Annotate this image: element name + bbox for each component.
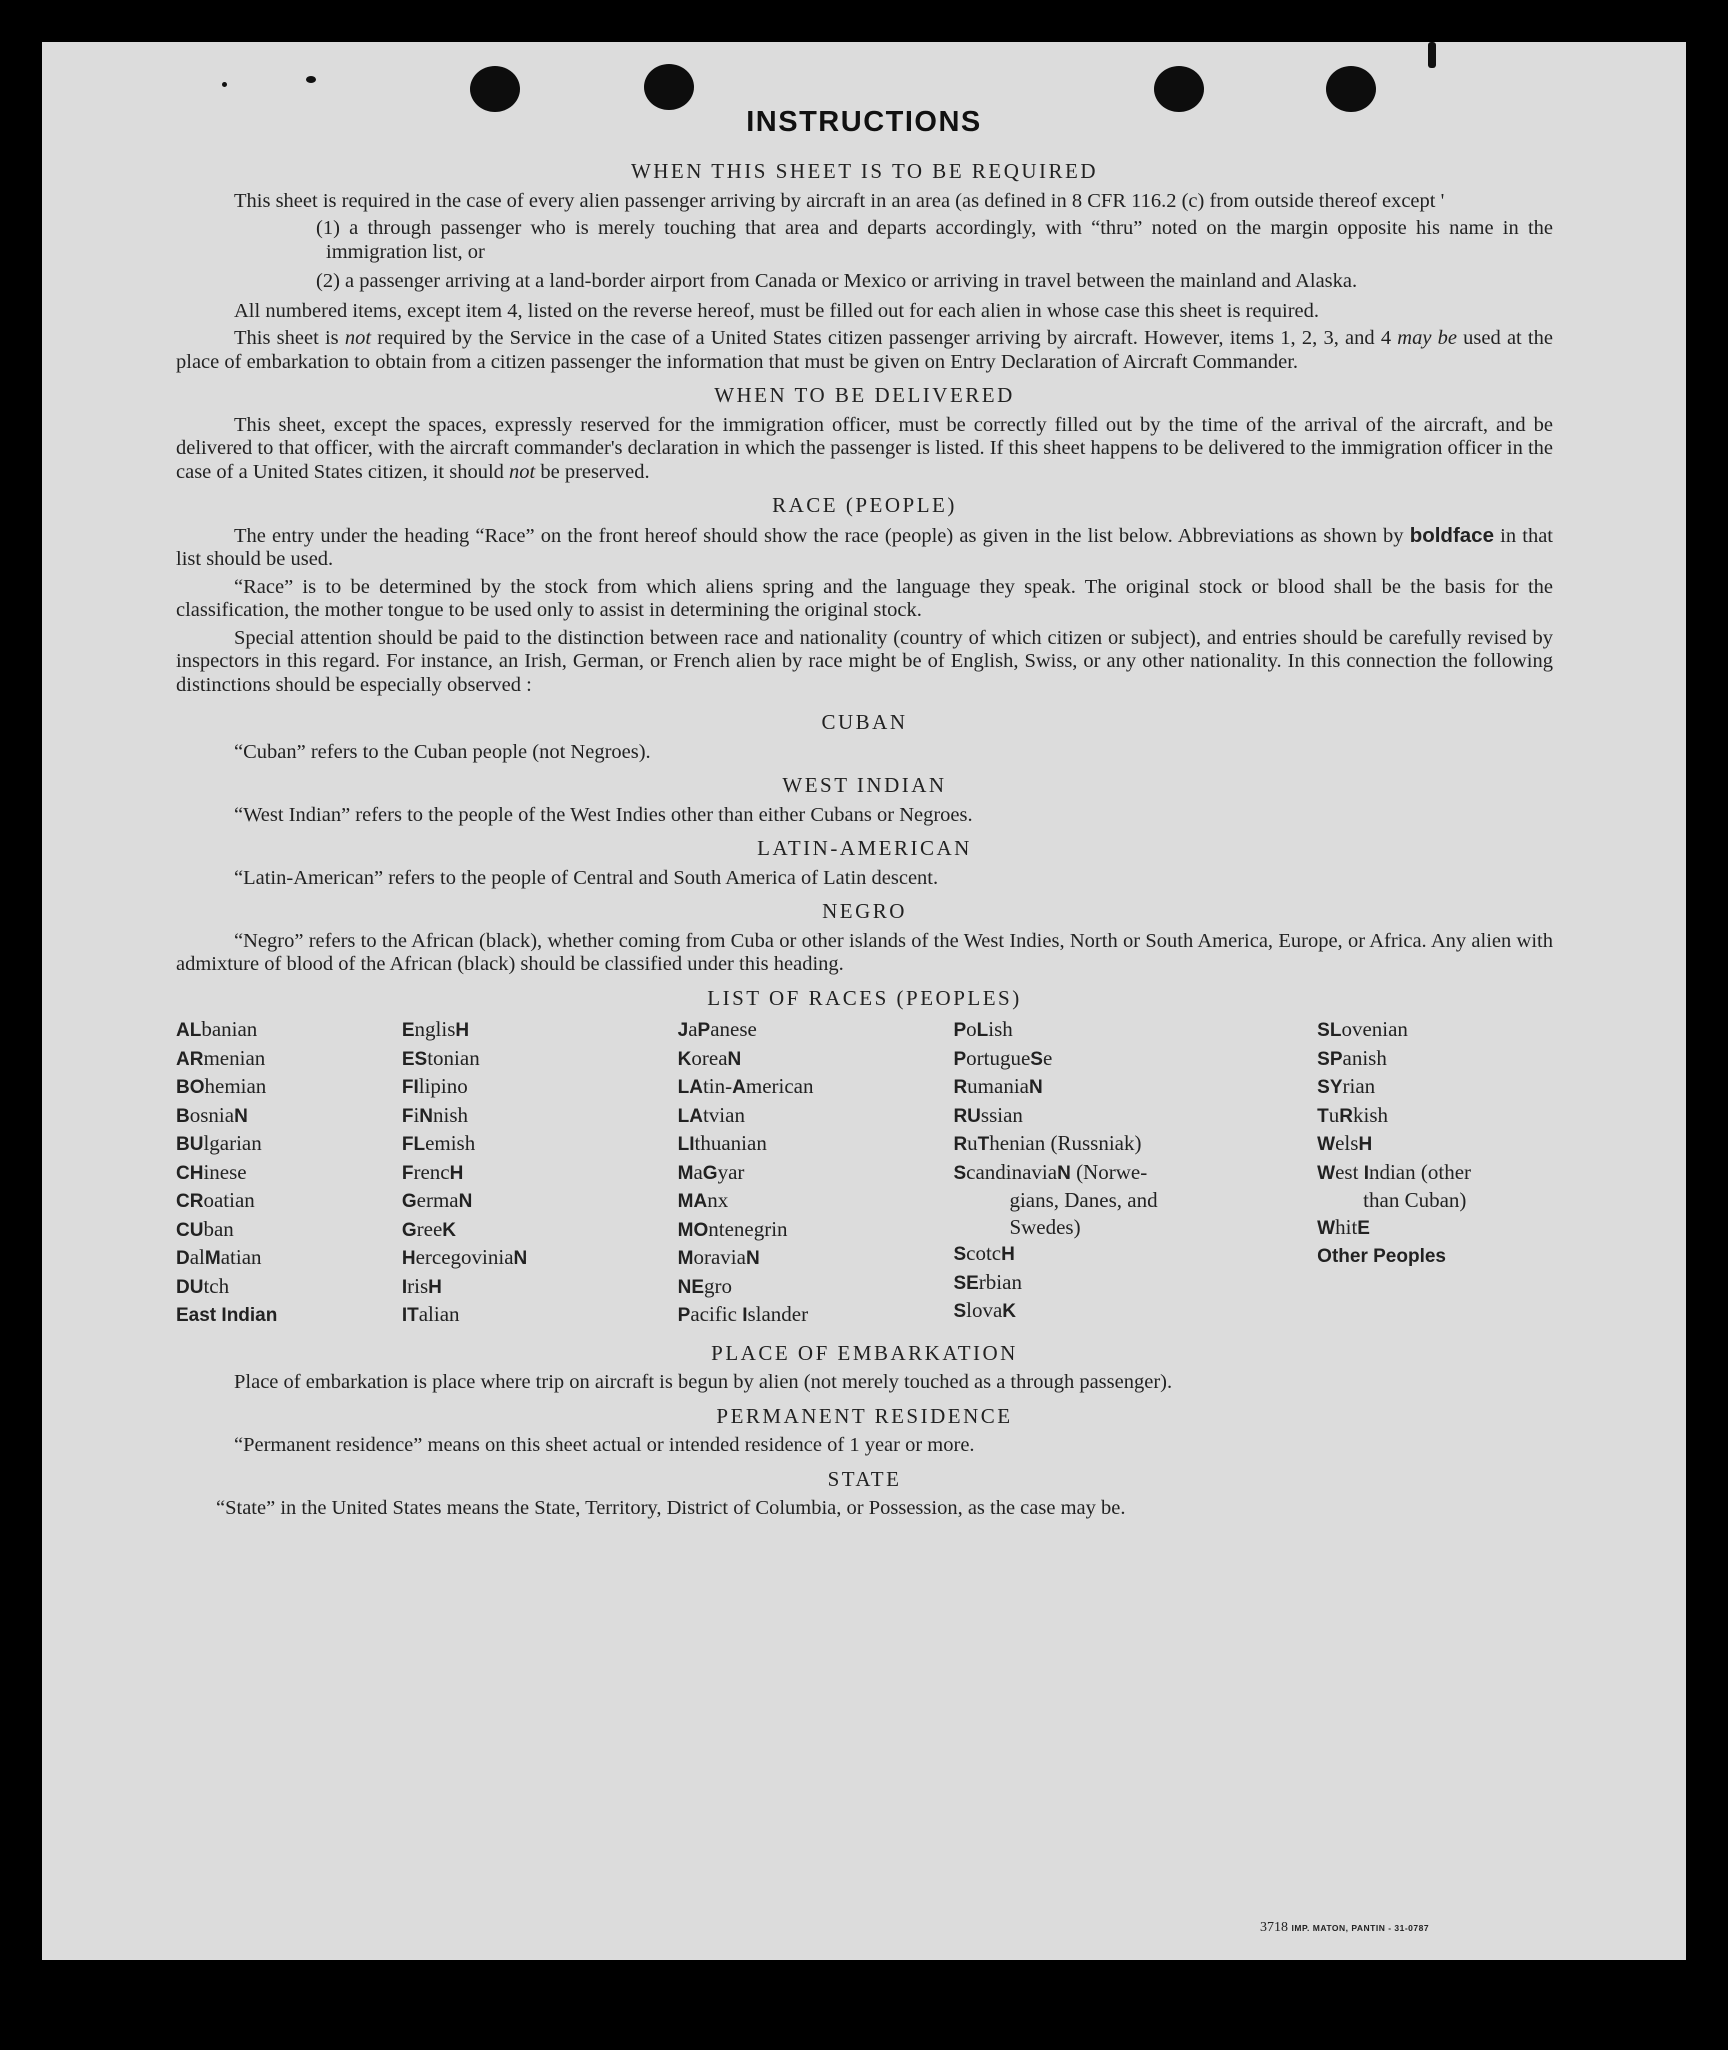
race-abbreviation: K: [1002, 1301, 1017, 1322]
race-text: tonian: [427, 1045, 480, 1070]
section-heading: NEGRO: [822, 899, 907, 923]
race-abbreviation: East Indian: [176, 1305, 278, 1326]
race-abbreviation: Other Peoples: [1317, 1246, 1446, 1267]
race-column: [402, 1016, 678, 1330]
race-text: orea: [691, 1045, 728, 1070]
printer-imprint: IMP. MATON, PANTIN - 31-0787: [1291, 1923, 1430, 1933]
race-abbreviation: I: [401, 1276, 408, 1298]
race-entry: [953, 1187, 1317, 1214]
race-text: erma: [416, 1188, 459, 1212]
race-abbreviation: SE: [953, 1272, 979, 1294]
italic-text: may be: [1397, 327, 1457, 349]
race-abbreviation: LI: [677, 1134, 695, 1155]
race-abbreviation: R: [953, 1077, 968, 1098]
race-text: tch: [203, 1273, 230, 1298]
race-abbreviation: LA: [677, 1105, 703, 1127]
race-abbreviation: H: [428, 1276, 442, 1298]
race-text: lova: [966, 1298, 1003, 1322]
race-text: i: [413, 1102, 420, 1127]
race-entry: [176, 1159, 402, 1188]
race-abbreviation: IT: [401, 1305, 419, 1326]
race-abbreviation: BO: [176, 1077, 205, 1098]
race-text: umania: [967, 1074, 1029, 1098]
paragraph: “Race” is to be determined by the stock from which aliens spring and the language they speak. The original stock or blood shall be the basis for the classification, the mother tongue to be used only to assist in determining the original stock.: [176, 575, 1553, 621]
race-text: ree: [416, 1216, 443, 1241]
race-text: ovenian: [1341, 1017, 1408, 1041]
race-entry: [1317, 1045, 1553, 1074]
race-entry: [953, 1214, 1317, 1241]
race-abbreviation: G: [401, 1219, 417, 1241]
race-abbreviation: N: [745, 1248, 760, 1269]
race-text: nglis: [414, 1017, 456, 1041]
section-heading: PLACE OF EMBARKATION: [711, 1340, 1018, 1365]
race-abbreviation: B: [176, 1105, 190, 1127]
race-abbreviation: N: [1057, 1162, 1071, 1184]
race-abbreviation: FL: [401, 1134, 426, 1155]
race-abbreviation: A: [732, 1077, 746, 1098]
race-abbreviation: W: [1317, 1134, 1336, 1155]
race-text: u: [1328, 1102, 1340, 1127]
race-entry: [678, 1016, 954, 1045]
race-abbreviation: MO: [677, 1219, 709, 1241]
race-text: (Norwe-: [1070, 1159, 1148, 1184]
race-entry: [402, 1244, 678, 1273]
race-abbreviation: H: [455, 1020, 470, 1041]
race-text: banian: [201, 1017, 258, 1041]
race-column: [953, 1016, 1317, 1330]
race-text: lipino: [418, 1074, 468, 1098]
race-abbreviation: G: [401, 1191, 417, 1212]
race-abbreviation: K: [442, 1219, 456, 1241]
race-entry: [1317, 1016, 1553, 1045]
race-entry: [402, 1102, 678, 1131]
race-entry: [678, 1045, 954, 1074]
race-entry: [176, 1130, 402, 1159]
race-entry: [678, 1102, 954, 1131]
race-text: Swedes): [1009, 1214, 1081, 1239]
race-entry: [402, 1301, 678, 1330]
race-text: emish: [425, 1131, 476, 1155]
race-list: [176, 1016, 1553, 1330]
punch-hole: [644, 64, 694, 110]
race-text: nx: [707, 1188, 729, 1212]
race-abbreviation: S: [1030, 1048, 1043, 1070]
definition-text: “Latin-American” refers to the people of Central and South America of Latin descent.: [234, 866, 939, 889]
race-entry: [176, 1016, 402, 1045]
race-abbreviation: AR: [176, 1048, 204, 1070]
race-text: inese: [203, 1159, 247, 1184]
race-text: merican: [745, 1074, 814, 1098]
text-run: The entry under the heading “Race” on the front hereof should show the race (people) as given in the list below. Abbreviations as shown by: [234, 524, 1410, 547]
race-text: candinavia: [966, 1159, 1058, 1184]
race-abbreviation: H: [449, 1162, 464, 1184]
race-entry: [402, 1045, 678, 1074]
race-entry: [1317, 1102, 1553, 1131]
page-title: INSTRUCTIONS: [746, 106, 982, 138]
italic-text: not: [509, 460, 536, 483]
text-run: in that list should be used.: [176, 524, 1553, 570]
race-abbreviation: N: [419, 1105, 434, 1127]
race-text: oravia: [693, 1245, 746, 1269]
race-abbreviation: DU: [176, 1276, 204, 1298]
paragraph: Place of embarkation is place where trip on aircraft is begun by alien (not merely touched as a through passenger).: [234, 1371, 1173, 1393]
definition-text: “West Indian” refers to the people of the West Indies other than either Cubans or Negroes.: [234, 803, 973, 826]
race-entry: [1317, 1242, 1553, 1271]
race-abbreviation: ES: [401, 1048, 428, 1070]
race-text: anese: [710, 1017, 757, 1041]
race-text: e: [1042, 1045, 1053, 1070]
race-entry: [176, 1073, 402, 1102]
definition-text: “State” in the United States means the State, Territory, District of Columbia, or Possession, as the case may be.: [216, 1497, 1126, 1519]
section-heading: RACE (PEOPLE): [772, 493, 957, 517]
text-run: be preserved.: [535, 460, 650, 483]
section-heading: WEST INDIAN: [782, 773, 947, 797]
italic-text: not: [344, 327, 372, 349]
section-heading: CUBAN: [821, 710, 908, 734]
text-run: This sheet, except the spaces, expressly reserved for the immigration officer, must be correctly filled out by the time of the arrival of the aircraft, and be delivered to that officer, with the aircraft commander's declaration in which the passenger is listed. If this sheet happens to be delivered to the immigration officer in the case of a United States citizen, it should: [176, 413, 1553, 483]
race-abbreviation: I: [1363, 1162, 1369, 1184]
race-text: est: [1335, 1159, 1364, 1184]
race-text: than Cuban): [1363, 1188, 1467, 1212]
race-text: hit: [1335, 1214, 1358, 1239]
list-item: (1) a through passenger who is merely touching that area and departs accordingly, with “thru” noted on the margin opposite his name in the immigration list, or: [316, 217, 1553, 263]
race-abbreviation: D: [176, 1248, 190, 1269]
section-heading: STATE: [827, 1466, 902, 1491]
race-entry: [953, 1102, 1317, 1131]
race-entry: [953, 1045, 1317, 1074]
race-text: rian: [1342, 1074, 1376, 1098]
section-heading: WHEN THIS SHEET IS TO BE REQUIRED: [630, 159, 1099, 183]
race-text: acific: [690, 1302, 743, 1326]
race-text: kish: [1353, 1102, 1389, 1127]
race-text: ortugue: [966, 1045, 1031, 1070]
race-entry: [1317, 1130, 1553, 1159]
race-text: hemian: [204, 1074, 267, 1098]
race-abbreviation: W: [1317, 1217, 1336, 1239]
race-entry: [402, 1216, 678, 1245]
race-entry: [953, 1297, 1317, 1326]
paragraph: “Negro” refers to the African (black), whether coming from Cuba or other islands of the West Indies, North or South America, Europe, or Africa. Any alien with admixture of blood of the African (black) should be classified under this heading.: [176, 929, 1553, 975]
race-abbreviation: SP: [1317, 1048, 1343, 1070]
race-abbreviation: CU: [176, 1219, 204, 1241]
text-run: required by the Service in the case of a United States citizen passenger arriving by aircraft. However, items 1, 2, 3, and 4: [371, 327, 1398, 349]
document-sheet: [42, 42, 1686, 1960]
print-code: [1260, 1920, 1429, 1936]
race-text: ssian: [980, 1102, 1023, 1127]
race-abbreviation: P: [677, 1305, 691, 1326]
race-abbreviation: N: [727, 1048, 742, 1070]
form-number: 3718: [1260, 1920, 1288, 1935]
race-abbreviation: M: [204, 1248, 221, 1269]
race-abbreviation: BU: [176, 1134, 204, 1155]
race-entry: [953, 1073, 1317, 1102]
race-text: al: [189, 1245, 205, 1269]
race-text: rbian: [978, 1269, 1022, 1294]
race-abbreviation: T: [1317, 1105, 1329, 1127]
race-abbreviation: LA: [677, 1077, 703, 1098]
race-text: osnia: [189, 1102, 235, 1127]
race-text: ntenegrin: [708, 1216, 788, 1241]
race-text: anish: [1342, 1045, 1387, 1070]
race-abbreviation: T: [977, 1134, 990, 1155]
race-entry: [678, 1159, 954, 1188]
race-entry: [176, 1045, 402, 1074]
race-abbreviation: G: [702, 1162, 718, 1184]
race-abbreviation: AL: [176, 1020, 202, 1041]
paragraph: [176, 414, 1553, 485]
paragraph: This sheet is required in the case of every alien passenger arriving by aircraft in an area (as defined in 8 CFR 116.2 (c) from outside thereof except ': [234, 189, 1445, 212]
race-text: ban: [203, 1216, 234, 1241]
race-entry: [953, 1130, 1317, 1159]
race-text: lgarian: [203, 1131, 262, 1155]
ink-speck: [306, 76, 316, 83]
race-entry: [1317, 1159, 1553, 1188]
text-run: This sheet is: [234, 327, 345, 349]
race-text: a: [693, 1159, 703, 1184]
race-entry: [402, 1273, 678, 1302]
race-text: nish: [433, 1102, 469, 1127]
race-entry: [402, 1159, 678, 1188]
race-text: o: [966, 1017, 977, 1041]
race-text: thuanian: [694, 1131, 767, 1155]
race-text: renc: [413, 1159, 450, 1184]
race-text: ercegovinia: [415, 1245, 514, 1269]
list-item: (2) a passenger arriving at a land-border airport from Canada or Mexico or arriving in travel between the mainland and Alaska.: [316, 270, 1358, 292]
race-abbreviation: L: [976, 1020, 989, 1041]
race-abbreviation: FI: [401, 1077, 419, 1098]
text-run: used at the place of embarkation to obtain from a citizen passenger the information that must be given on Entry Declaration of Aircraft Commander.: [176, 327, 1553, 373]
race-entry: [402, 1130, 678, 1159]
section-heading: WHEN TO BE DELIVERED: [714, 383, 1015, 407]
race-text: cotc: [966, 1241, 1002, 1265]
race-abbreviation: MA: [677, 1191, 708, 1212]
race-abbreviation: N: [458, 1191, 473, 1212]
section-heading: PERMANENT RESIDENCE: [716, 1403, 1013, 1428]
race-abbreviation: S: [953, 1162, 967, 1184]
race-entry: [678, 1073, 954, 1102]
race-entry: [678, 1244, 954, 1273]
race-entry: [176, 1244, 402, 1273]
section-heading: LATIN-AMERICAN: [757, 836, 972, 860]
race-abbreviation: SL: [1317, 1020, 1342, 1041]
race-abbreviation: S: [953, 1301, 967, 1322]
race-entry: [953, 1016, 1317, 1045]
race-abbreviation: F: [401, 1105, 414, 1127]
race-text: u: [967, 1131, 978, 1155]
race-abbreviation: W: [1317, 1162, 1336, 1184]
race-column: [1317, 1016, 1553, 1330]
race-entry: [176, 1102, 402, 1131]
race-abbreviation: RU: [953, 1105, 981, 1127]
paragraph: [176, 524, 1553, 572]
ink-speck: [1428, 42, 1436, 68]
race-text: menian: [203, 1045, 266, 1070]
race-abbreviation: N: [513, 1248, 528, 1269]
race-abbreviation: N: [234, 1105, 248, 1127]
race-abbreviation: M: [677, 1162, 694, 1184]
race-abbreviation: S: [953, 1244, 967, 1265]
race-entry: [176, 1301, 402, 1330]
race-text: gians, Danes, and: [1009, 1188, 1158, 1212]
race-entry: [1317, 1187, 1553, 1214]
race-entry: [1317, 1073, 1553, 1102]
race-text: alian: [418, 1302, 460, 1326]
race-abbreviation: SY: [1317, 1077, 1343, 1098]
race-abbreviation: P: [697, 1020, 711, 1041]
ink-speck: [222, 82, 227, 87]
race-column: [176, 1016, 402, 1330]
race-entry: [678, 1187, 954, 1216]
race-abbreviation: P: [953, 1048, 967, 1070]
bold-text: boldface: [1409, 523, 1494, 547]
paragraph: [176, 327, 1553, 374]
race-text: ris: [407, 1273, 429, 1298]
race-entry: [678, 1216, 954, 1245]
race-abbreviation: E: [401, 1020, 415, 1041]
race-text: els: [1335, 1131, 1359, 1155]
race-abbreviation: I: [742, 1305, 748, 1326]
document-body: [176, 150, 1553, 1525]
race-text: gro: [704, 1273, 733, 1298]
race-text: ish: [988, 1017, 1013, 1041]
race-abbreviation: H: [401, 1248, 416, 1269]
race-entry: [678, 1130, 954, 1159]
race-text: a: [688, 1017, 698, 1041]
race-abbreviation: H: [1358, 1134, 1373, 1155]
race-entry: [176, 1187, 402, 1216]
race-entry: [678, 1301, 954, 1330]
paragraph: All numbered items, except item 4, listed on the reverse hereof, must be filled out for each alien in whose case this sheet is required.: [234, 299, 1320, 322]
race-text: slander: [747, 1302, 809, 1326]
race-text: atian: [220, 1245, 262, 1269]
race-abbreviation: CH: [176, 1162, 204, 1184]
race-text: ndian (other: [1368, 1159, 1472, 1184]
race-entry: [953, 1240, 1317, 1269]
race-text: yar: [717, 1159, 745, 1184]
race-abbreviation: F: [401, 1162, 414, 1184]
race-entry: [953, 1159, 1317, 1188]
race-entry: [402, 1016, 678, 1045]
race-abbreviation: J: [677, 1020, 689, 1041]
section-heading: LIST OF RACES (PEOPLES): [707, 985, 1022, 1010]
definition-text: “Cuban” refers to the Cuban people (not Negroes).: [234, 740, 651, 763]
race-abbreviation: K: [677, 1048, 692, 1070]
race-abbreviation: R: [953, 1134, 968, 1155]
race-entry: [402, 1187, 678, 1216]
race-text: tin-: [702, 1074, 733, 1098]
race-abbreviation: E: [1357, 1217, 1370, 1239]
race-abbreviation: H: [1001, 1244, 1015, 1265]
race-abbreviation: M: [677, 1248, 694, 1269]
race-text: tvian: [702, 1102, 745, 1127]
race-abbreviation: P: [953, 1020, 967, 1041]
race-abbreviation: R: [1339, 1105, 1354, 1127]
race-abbreviation: CR: [176, 1191, 204, 1212]
race-entry: [953, 1269, 1317, 1298]
race-entry: [402, 1073, 678, 1102]
race-abbreviation: N: [1028, 1077, 1043, 1098]
race-entry: [176, 1273, 402, 1302]
paragraph: Special attention should be paid to the distinction between race and nationality (country of which citizen or subject), and entries should be carefully revised by inspectors in this regard. For instance, an Irish, German, or French alien by race might be of English, Swiss, or any other nationality. In this connection the following distinctions should be especially observed :: [176, 626, 1553, 696]
race-text: oatian: [203, 1188, 255, 1212]
race-column: [678, 1016, 954, 1330]
race-abbreviation: NE: [677, 1276, 705, 1298]
definition-text: “Permanent residence” means on this sheet actual or intended residence of 1 year or more.: [234, 1434, 975, 1456]
race-text: henian (Russniak): [989, 1131, 1142, 1155]
race-entry: [176, 1216, 402, 1245]
race-entry: [1317, 1214, 1553, 1243]
race-entry: [678, 1273, 954, 1302]
